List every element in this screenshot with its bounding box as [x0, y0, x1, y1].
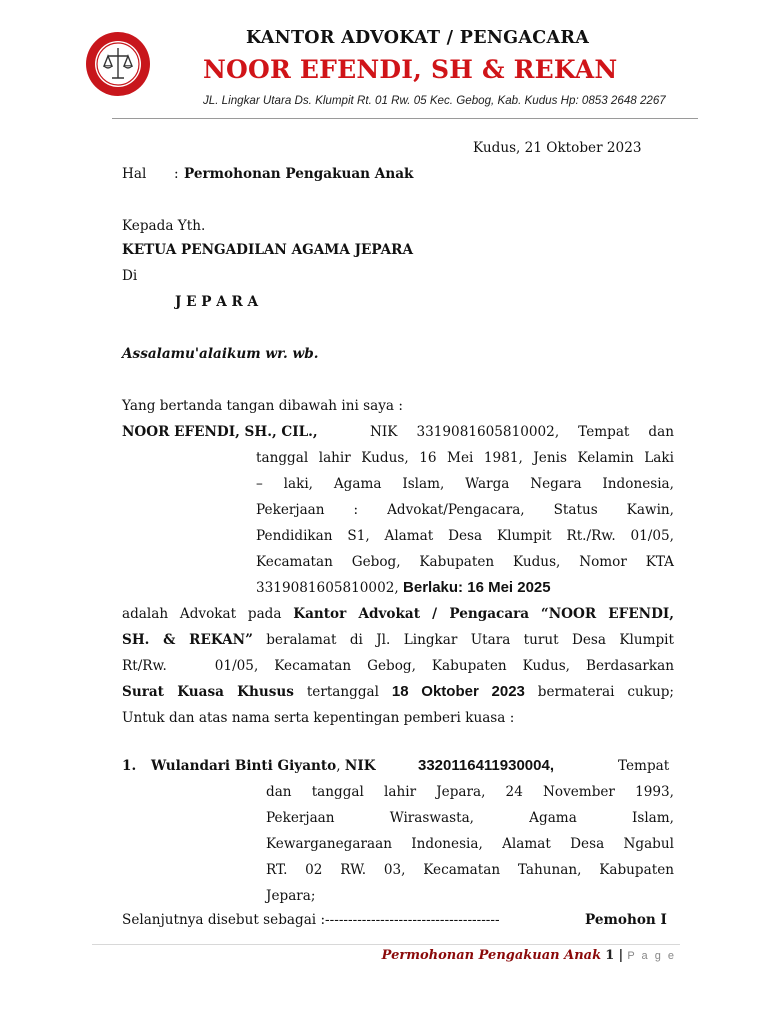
closing-line: Selanjutnya disebut sebagai :-------------------------------------- — [122, 912, 500, 928]
letterhead-divider — [112, 118, 698, 119]
kta-validity: Berlaku: 16 Mei 2025 — [403, 579, 551, 596]
firm-address-text: beralamat di Jl. Lingkar Utara turut Desa Klumpit — [266, 632, 674, 648]
client-detail-line: Jepara; — [266, 888, 316, 904]
organization-logo — [84, 30, 152, 98]
firm-name: NOOR EFENDI, SH & REKAN — [203, 55, 618, 84]
firm-address: JL. Lingkar Utara Ds. Klumpit Rt. 01 Rw. 05 Kec. Gebog, Kab. Kudus Hp: 0853 2648 2267 — [203, 94, 666, 107]
firm-paragraph-line-2 — [122, 627, 674, 653]
dated-label: tertanggal — [306, 684, 380, 700]
advocate-detail-line: NIK 3319081605810002, Tempat dan — [370, 424, 674, 440]
advocate-name: NOOR EFENDI, SH., CIL., — [122, 424, 318, 440]
client-first-tail: Tempat — [618, 758, 670, 774]
page-footer — [382, 948, 676, 963]
firm-paragraph-line-4 — [122, 679, 674, 705]
client-number: 1. — [122, 758, 137, 774]
poa-date: 18 Oktober 2023 — [391, 683, 525, 700]
client-detail-line: RT. 02 RW. 03, Kecamatan Tahunan, Kabupaten — [266, 862, 674, 878]
recipient-di: Di — [122, 268, 138, 284]
intro-line: Yang bertanda tangan dibawah ini saya : — [122, 398, 403, 414]
firm-name-quote-end: SH. & REKAN” — [122, 632, 253, 648]
advocate-detail-line: – laki, Agama Islam, Warga Negara Indonesia, — [256, 476, 674, 492]
client-nik: 3320116411930004, — [418, 757, 554, 774]
page-word: P a g e — [627, 950, 676, 962]
footer-divider — [92, 944, 680, 945]
power-of-attorney: Surat Kuasa Khusus — [122, 684, 294, 700]
footer-separator: | — [618, 948, 624, 963]
party-role: Pemohon I — [585, 912, 667, 928]
advocate-kta-line — [256, 575, 551, 601]
subject-label: Hal — [122, 166, 147, 182]
firm-paragraph-line-5: Untuk dan atas nama serta kepentingan pemberi kuasa : — [122, 710, 515, 726]
advocate-detail-line: Pendidikan S1, Alamat Desa Klumpit Rt./Rw. 01/05, — [256, 528, 674, 544]
firm-name-quote: “NOOR EFENDI, — [540, 606, 674, 622]
footer-label: Permohonan Pengakuan Anak — [381, 948, 602, 963]
advocate-detail-line: Pekerjaan : Advokat/Pengacara, Status Kawin, — [256, 502, 674, 518]
salam: Assalamu'alaikum wr. wb. — [122, 346, 319, 362]
client-name: Wulandari Binti Giyanto — [151, 758, 337, 774]
client-detail-line: Pekerjaan Wiraswasta, Agama Islam, — [266, 810, 674, 826]
kta-number: 3319081605810002, — [256, 580, 399, 596]
subject-colon: : — [174, 166, 179, 182]
subject-text: Permohonan Pengakuan Anak — [184, 166, 414, 182]
page-number: 1 — [605, 948, 615, 963]
firm-paragraph-line-1 — [122, 601, 674, 627]
recipient-greeting: Kepada Yth. — [122, 218, 206, 234]
recipient-name: KETUA PENGADILAN AGAMA JEPARA — [122, 242, 414, 258]
firm-paragraph-line-3: Rt/Rw. 01/05, Kecamatan Gebog, Kabupaten Kudus, Berdasarkan — [122, 658, 674, 674]
client-nik-label: NIK — [344, 758, 376, 774]
client-detail-line: Kewarganegaraan Indonesia, Alamat Desa Ngabul — [266, 836, 674, 852]
office-title: KANTOR ADVOKAT / PENGACARA — [246, 28, 590, 48]
date-line: Kudus, 21 Oktober 2023 — [473, 140, 642, 156]
client-detail-line: dan tanggal lahir Jepara, 24 November 1993, — [266, 784, 674, 800]
recipient-city: J E P A R A — [175, 294, 259, 310]
stamp-note: bermaterai cukup; — [537, 684, 674, 700]
advocate-detail-line: Kecamatan Gebog, Kabupaten Kudus, Nomor KTA — [256, 554, 674, 570]
client-name-line: Wulandari Binti Giyanto, NIK — [151, 758, 376, 774]
advocate-detail-line: tanggal lahir Kudus, 16 Mei 1981, Jenis Kelamin Laki — [256, 450, 674, 466]
firm-office-type: Kantor Advokat / Pengacara — [293, 606, 530, 622]
firm-text: adalah Advokat pada — [122, 606, 282, 622]
